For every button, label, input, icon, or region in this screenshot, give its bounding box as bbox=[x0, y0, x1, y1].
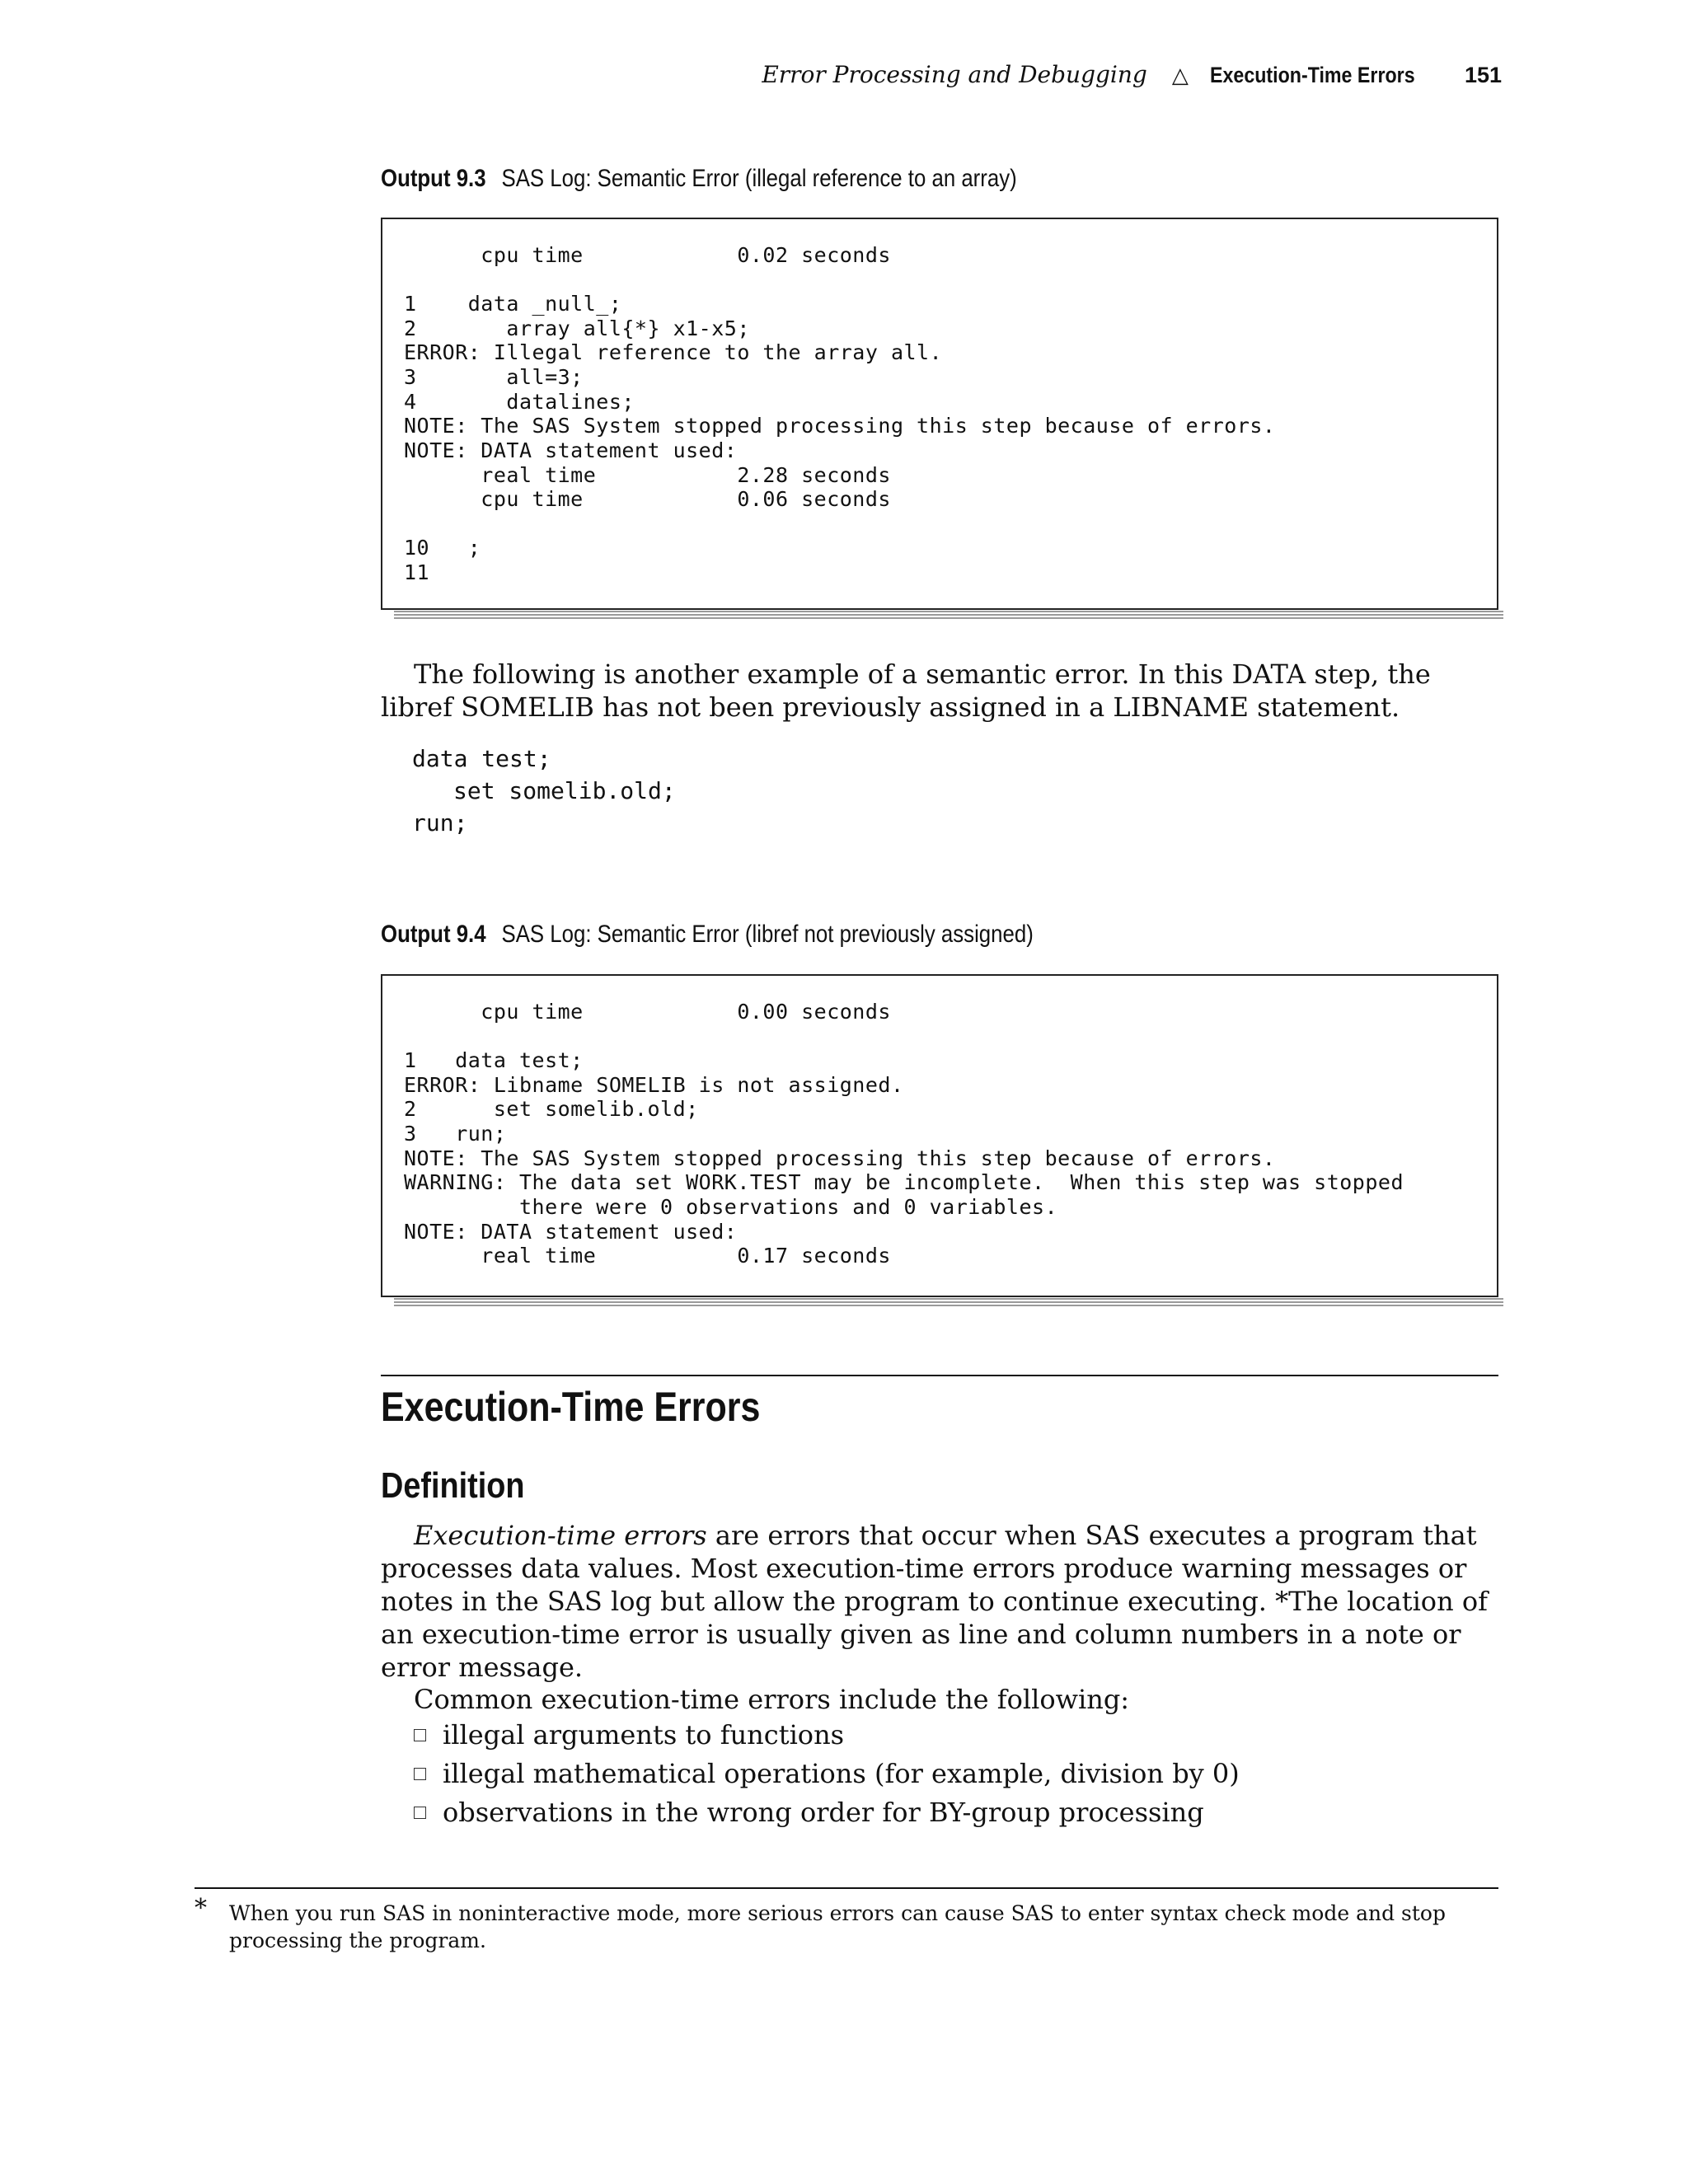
checkbox-bullet-icon bbox=[414, 1729, 426, 1741]
list-item bbox=[414, 1719, 844, 1750]
output-9-3-caption bbox=[381, 165, 1017, 193]
log-line: cpu time 0.00 seconds bbox=[404, 1000, 891, 1024]
log-line: real time 0.17 seconds bbox=[404, 1244, 891, 1268]
log-line: 11 bbox=[404, 560, 430, 584]
page-number: 151 bbox=[1464, 63, 1502, 87]
footnote-text: When you run SAS in noninteractive mode, more serious errors can cause SAS to enter syntax check mode and stop processing the program. bbox=[229, 1901, 1446, 1952]
definition-term: Execution-time errors bbox=[414, 1520, 707, 1551]
running-header bbox=[762, 61, 1502, 88]
output-9-4-log-box bbox=[381, 974, 1498, 1297]
list-item bbox=[414, 1797, 1204, 1828]
footnote-mark: * bbox=[195, 1894, 207, 1923]
section-heading: Execution-Time Errors bbox=[381, 1384, 761, 1430]
output-9-4-caption bbox=[381, 921, 1034, 949]
definition-paragraph bbox=[381, 1519, 1502, 1684]
log-line: NOTE: DATA statement used: bbox=[404, 438, 738, 462]
log-line: 3 run; bbox=[404, 1122, 507, 1146]
log-line: 4 datalines; bbox=[404, 390, 635, 414]
checkbox-bullet-icon bbox=[414, 1768, 426, 1780]
log-line: NOTE: The SAS System stopped processing this step because of errors. bbox=[404, 414, 1276, 438]
log-line: 2 set somelib.old; bbox=[404, 1097, 699, 1121]
footnote-rule bbox=[195, 1887, 1498, 1889]
code-line: data test; bbox=[412, 745, 551, 772]
output-9-3-title: SAS Log: Semantic Error (illegal reference to an array) bbox=[501, 165, 1017, 192]
log-line: NOTE: The SAS System stopped processing this step because of errors. bbox=[404, 1146, 1276, 1170]
subsection-heading: Definition bbox=[381, 1465, 525, 1506]
running-header-section: Error Processing and Debugging bbox=[762, 61, 1147, 88]
log-line: cpu time 0.02 seconds bbox=[404, 243, 891, 267]
section-rule bbox=[381, 1375, 1498, 1376]
list-item bbox=[414, 1758, 1240, 1789]
list-item-text: illegal mathematical operations (for example, division by 0) bbox=[443, 1758, 1240, 1789]
log-line: NOTE: DATA statement used: bbox=[404, 1220, 738, 1244]
output-9-3-label: Output 9.3 bbox=[381, 165, 486, 192]
log-line: WARNING: The data set WORK.TEST may be incomplete. When this step was stopped bbox=[404, 1170, 1404, 1194]
output-9-4-title: SAS Log: Semantic Error (libref not previously assigned) bbox=[501, 921, 1034, 948]
log-line: 2 array all{*} x1-x5; bbox=[404, 316, 750, 340]
log-line: 1 data test; bbox=[404, 1048, 584, 1072]
log-line: ERROR: Illegal reference to the array all. bbox=[404, 340, 943, 364]
log-line: real time 2.28 seconds bbox=[404, 463, 891, 487]
running-header-chapter: Execution-Time Errors bbox=[1209, 63, 1415, 87]
definition-text: are errors that occur when SAS executes a program that processes data values. Most execution-time errors produce warning messages or notes in the SAS log but allow the program to continue executing. *The location of an execution-time error is usually given as line and column numbers in a note or error message. bbox=[381, 1520, 1488, 1683]
output-9-4-label: Output 9.4 bbox=[381, 921, 486, 948]
code-line: run; bbox=[412, 809, 468, 837]
checkbox-bullet-icon bbox=[414, 1807, 426, 1819]
output-9-3-shadow bbox=[394, 611, 1503, 619]
triangle-icon: △ bbox=[1171, 63, 1189, 88]
code-line: set somelib.old; bbox=[453, 777, 676, 804]
common-intro: Common execution-time errors include the following: bbox=[414, 1684, 1130, 1715]
log-line: 1 data _null_; bbox=[404, 292, 622, 316]
log-line: 10 ; bbox=[404, 536, 481, 560]
paragraph: The following is another example of a semantic error. In this DATA step, the libref SOMELIB has not been previously assigned in a LIBNAME statement. bbox=[381, 658, 1431, 723]
log-line: there were 0 observations and 0 variables. bbox=[404, 1195, 1058, 1219]
log-line: 3 all=3; bbox=[404, 365, 584, 389]
log-line: ERROR: Libname SOMELIB is not assigned. bbox=[404, 1073, 904, 1097]
list-item-text: observations in the wrong order for BY-group processing bbox=[443, 1797, 1204, 1828]
output-9-4-shadow bbox=[394, 1298, 1503, 1306]
list-item-text: illegal arguments to functions bbox=[443, 1719, 845, 1750]
output-9-3-log-box bbox=[381, 218, 1498, 610]
log-line: cpu time 0.06 seconds bbox=[404, 487, 891, 511]
